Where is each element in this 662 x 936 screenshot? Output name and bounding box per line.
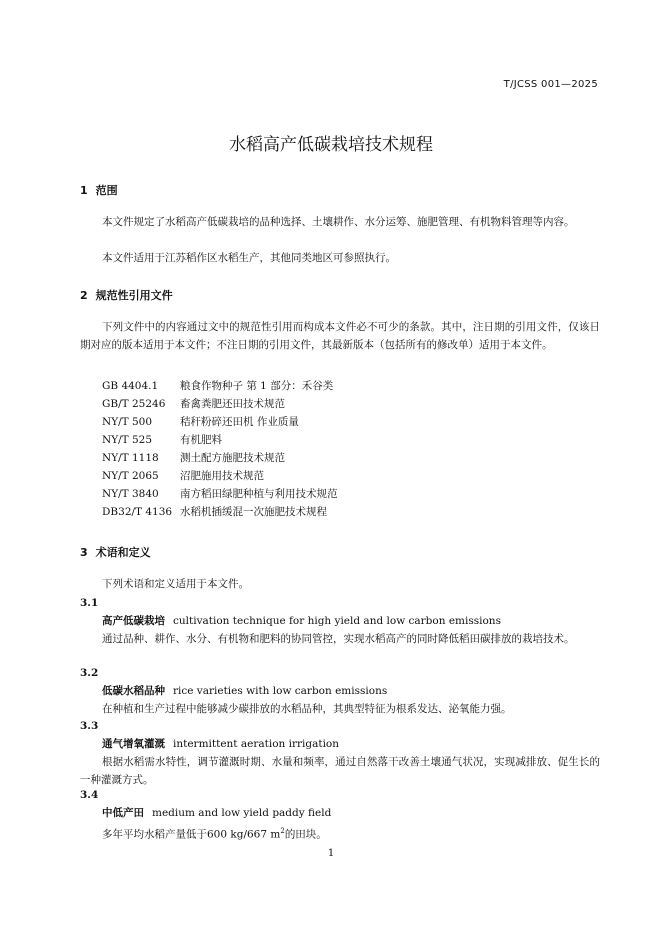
reference-code: NY/T 500 (102, 416, 153, 428)
reference-code: NY/T 3840 (102, 488, 159, 500)
reference-code: GB/T 25246 (102, 398, 166, 410)
reference-title: 秸秆粉碎还田机 作业质量 (180, 416, 299, 428)
term-definition: 根据水稻需水特性，调节灌溉时期、水量和频率，通过自然落干改善土壤通气状况，实现减排放、促生长的一种灌溉方式。 (80, 756, 600, 786)
reference-code: DB32/T 4136 (102, 506, 173, 518)
section-number: 1 (80, 184, 88, 197)
reference-title: 有机肥料 (180, 434, 222, 446)
term-definition-prefix: 多年平均水稻产量低于600 kg/667 m (102, 828, 281, 841)
reference-title: 沼肥施用技术规范 (180, 470, 264, 482)
term-definition: 在种植和生产过程中能够减少碳排放的水稻品种，其典型特征为根系发达、泌氧能力强。 (102, 703, 512, 715)
term-number: 3.4 (80, 789, 99, 801)
section-title: 术语和定义 (95, 546, 151, 559)
scope-paragraph-1: 本文件规定了水稻高产低碳栽培的品种选择、土壤耕作、水分运筹、施肥管理、有机物料管理等内容。 (102, 216, 575, 228)
section-heading-terms (80, 544, 151, 560)
reference-title: 南方稻田绿肥种植与利用技术规范 (180, 488, 338, 500)
term-zh: 高产低碳栽培 (102, 615, 165, 627)
section-number: 3 (80, 546, 88, 559)
term-definition (80, 822, 600, 844)
reference-title: 测土配方施肥技术规范 (180, 452, 285, 464)
reference-code: NY/T 2065 (102, 470, 159, 482)
section-heading-refs (80, 287, 173, 303)
reference-code: NY/T 525 (102, 434, 153, 446)
term-number: 3.3 (80, 720, 99, 732)
section-heading-scope (80, 182, 118, 198)
term-en: intermittent aeration irrigation (173, 738, 340, 750)
superscript: 2 (280, 827, 285, 835)
term-definition-suffix: 的田块。 (284, 828, 327, 841)
term-heading (102, 735, 339, 753)
page-title: 水稻高产低碳栽培技术规程 (229, 135, 433, 155)
term-number: 3.1 (80, 597, 99, 609)
reference-title: 粮食作物种子 第 1 部分：禾谷类 (180, 380, 334, 392)
section-number: 2 (80, 289, 88, 302)
term-zh: 中低产田 (102, 807, 144, 819)
term-en: rice varieties with low carbon emissions (173, 685, 388, 697)
doc-number: T/JCSS 001—2025 (503, 79, 598, 90)
section-title: 范围 (95, 184, 118, 197)
term-heading (102, 612, 501, 630)
term-heading (102, 682, 387, 700)
section-title: 规范性引用文件 (95, 289, 173, 302)
terms-intro: 下列术语和定义适用于本文件。 (102, 578, 249, 590)
reference-code: GB 4404.1 (102, 380, 159, 392)
term-en: medium and low yield paddy field (152, 807, 332, 819)
page-number: 1 (327, 848, 335, 859)
term-zh: 通气增氧灌溉 (102, 738, 165, 750)
term-number: 3.2 (80, 667, 99, 679)
term-zh: 低碳水稻品种 (102, 685, 165, 697)
reference-title: 水稻机插缓混一次施肥技术规程 (180, 506, 327, 518)
term-en: cultivation technique for high yield and low carbon emissions (173, 615, 501, 627)
term-heading (102, 804, 331, 822)
scope-paragraph-2: 本文件适用于江苏稻作区水稻生产，其他同类地区可参照执行。 (102, 252, 396, 264)
refs-intro: 下列文件中的内容通过文中的规范性引用而构成本文件必不可少的条款。其中，注日期的引用文件，仅该日期对应的版本适用于本文件；不注日期的引用文件，其最新版本（包括所有的修改单）适用于本文件。 (80, 321, 600, 351)
reference-title: 畜禽粪肥还田技术规范 (180, 398, 285, 410)
term-definition: 通过品种、耕作、水分、有机物和肥料的协同管控，实现水稻高产的同时降低稻田碳排放的栽培技术。 (102, 633, 575, 645)
reference-code: NY/T 1118 (102, 452, 159, 464)
